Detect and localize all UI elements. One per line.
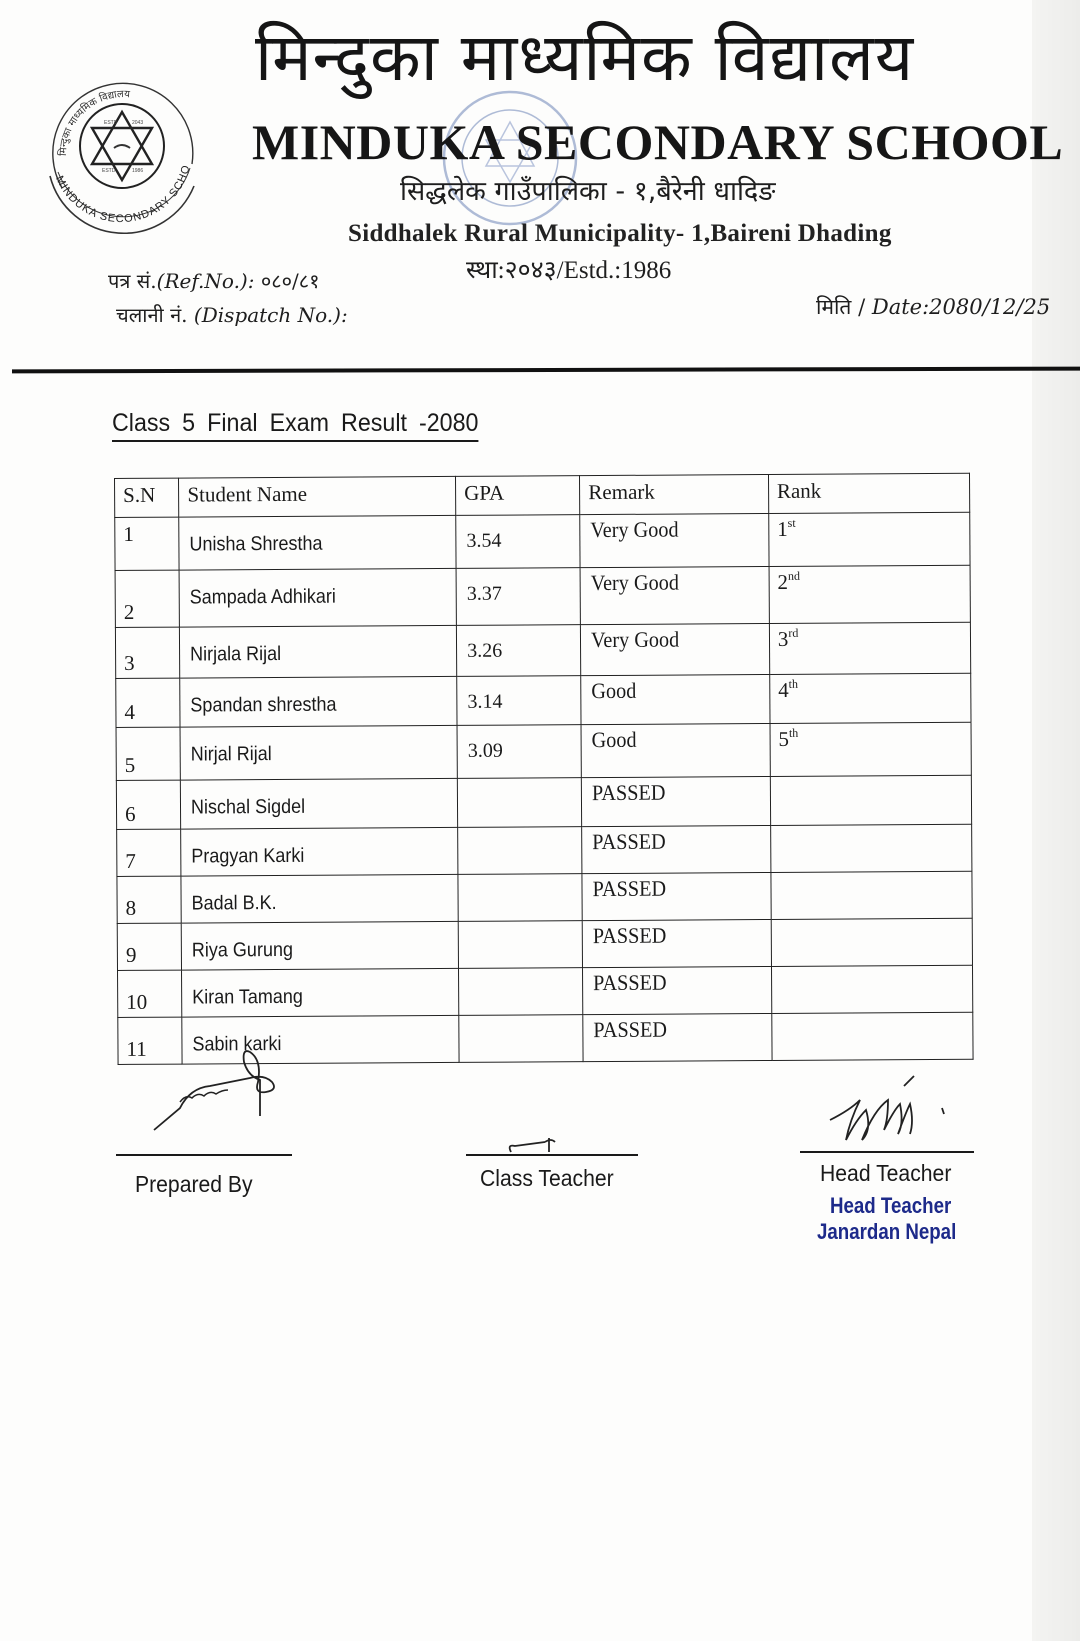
student-name: Spandan shrestha <box>190 693 337 717</box>
rank-value-cell <box>770 673 971 723</box>
school-emblem-star-icon <box>39 59 204 238</box>
serial-number: 7 <box>125 848 136 873</box>
student-name-cell <box>181 778 458 829</box>
prepared-by-line <box>116 1154 292 1156</box>
head-teacher-stamp-title: Head Teacher <box>830 1193 952 1218</box>
gpa-value-cell <box>456 515 580 569</box>
serial-number: 9 <box>125 942 137 967</box>
gpa-value: 3.09 <box>467 739 503 762</box>
serial-number: 5 <box>124 752 136 777</box>
gpa-value-cell <box>458 921 582 969</box>
rank-number: 2 <box>777 569 789 594</box>
remark-value: PASSED <box>592 875 667 902</box>
school-name-english: MINDUKA SECONDARY SCHOOL <box>252 114 1064 170</box>
student-name: Unisha Shrestha <box>189 532 323 556</box>
rank-value-cell <box>770 824 971 872</box>
serial-number-cell <box>118 970 183 1017</box>
student-name: Nirjal Rijal <box>190 743 273 766</box>
rank-suffix: nd <box>787 568 800 583</box>
dispatch-label-np: चलानी नं. <box>116 303 188 327</box>
ref-label-en: (Ref.No.): <box>156 269 255 293</box>
remark-value-cell <box>583 966 772 1014</box>
address-nepali: सिद्धलेक गाउँपालिका - १,बैरेनी धादिङ <box>400 176 776 207</box>
serial-number-cell <box>116 678 181 727</box>
serial-number: 10 <box>126 989 148 1014</box>
ref-label-np: पत्र सं. <box>108 269 157 293</box>
rank-suffix: th <box>788 725 799 740</box>
svg-text:मिन्दुका माध्यमिक विद्यालय: मिन्दुका माध्यमिक विद्यालय <box>57 88 131 157</box>
rank-number: 4 <box>778 677 789 702</box>
established-year: स्था:२०४३/Estd.:1986 <box>466 257 672 284</box>
head-teacher-signature-icon <box>830 1076 950 1161</box>
rank-number: 5 <box>778 726 790 751</box>
rank-suffix: th <box>788 676 799 691</box>
prepared-by-label: Prepared By <box>135 1171 253 1197</box>
serial-number-cell <box>115 627 180 678</box>
dispatch-number <box>116 302 348 328</box>
remark-value: PASSED <box>592 779 666 806</box>
remark-value: Very Good <box>591 626 680 653</box>
serial-number-cell <box>116 780 181 829</box>
serial-number: 8 <box>125 895 137 920</box>
table-row <box>116 722 971 780</box>
gpa-value-cell <box>457 725 581 779</box>
student-name: Badal B.K. <box>191 892 278 915</box>
serial-number: 11 <box>126 1036 147 1061</box>
head-teacher-line <box>800 1151 974 1153</box>
remark-value-cell <box>580 567 769 625</box>
rank-value-cell <box>769 622 970 674</box>
rank-value <box>777 569 800 595</box>
student-name: Sabin karki <box>192 1032 282 1056</box>
student-name-cell <box>180 676 457 727</box>
student-name-cell <box>180 625 457 678</box>
header-rank: Rank <box>768 473 969 513</box>
remark-value: PASSED <box>593 1016 668 1043</box>
serial-number-cell <box>115 570 180 627</box>
gpa-value-cell <box>457 778 581 828</box>
svg-text:MINDUKA SECONDARY SCHOOL: MINDUKA SECONDARY SCHOOL <box>39 59 193 226</box>
student-name-cell <box>182 921 459 970</box>
class-teacher-line <box>466 1154 638 1156</box>
remark-value-cell <box>581 723 770 777</box>
remark-value-cell <box>582 872 771 920</box>
gpa-value: 3.54 <box>466 529 502 552</box>
table-row <box>116 775 971 829</box>
class-teacher-signature-icon <box>505 1136 575 1161</box>
rank-value-cell <box>769 565 971 623</box>
table-header-row <box>115 473 970 517</box>
rank-suffix: rd <box>788 625 799 640</box>
table-row <box>118 965 973 1017</box>
head-teacher-label: Head Teacher <box>820 1160 952 1186</box>
table-row <box>115 565 970 627</box>
header-sn: S.N <box>115 478 180 517</box>
student-name-cell <box>179 515 456 570</box>
gpa-value-cell <box>459 968 583 1016</box>
dispatch-label-en: (Dispatch No.): <box>193 303 348 327</box>
gpa-value: 3.14 <box>467 690 503 713</box>
serial-number-cell <box>117 876 182 923</box>
remark-value-cell <box>582 776 771 826</box>
gpa-value: 3.37 <box>466 582 502 605</box>
remark-value: PASSED <box>593 922 667 949</box>
gpa-value-cell <box>456 568 581 626</box>
student-name-cell <box>182 968 459 1017</box>
remark-value: Very Good <box>590 516 679 543</box>
rank-value <box>778 677 798 703</box>
school-name-nepali: मिन्दुका माध्यमिक विद्यालय <box>255 19 915 96</box>
head-teacher-stamp-name: Janardan Nepal <box>817 1219 957 1244</box>
remark-value: Good <box>591 726 637 753</box>
rank-value-cell <box>771 871 972 919</box>
results-table <box>114 473 974 1065</box>
rank-value-cell <box>771 918 972 966</box>
rank-value-cell <box>772 1012 973 1060</box>
gpa-value-cell <box>457 676 581 726</box>
rank-value <box>778 626 799 652</box>
remark-value-cell <box>580 514 769 568</box>
student-name: Kiran Tamang <box>192 985 304 1009</box>
table-row <box>115 622 970 678</box>
gpa-value-cell <box>458 874 582 922</box>
class-teacher-label: Class Teacher <box>480 1165 614 1191</box>
serial-number-cell <box>115 517 180 570</box>
remark-value: Very Good <box>590 569 680 596</box>
table-row <box>117 871 972 923</box>
svg-text:ESTD: ESTD <box>104 120 118 126</box>
student-name: Nischal Sigdel <box>191 795 306 819</box>
table-row <box>117 824 972 876</box>
address-english: Siddhalek Rural Municipality- 1,Baireni Dhading <box>348 220 892 247</box>
serial-number-cell <box>116 727 181 780</box>
document-date <box>816 294 1050 320</box>
serial-number: 6 <box>124 801 136 826</box>
rank-number: 1 <box>777 516 788 541</box>
reference-number <box>108 268 320 294</box>
student-name: Pragyan Karki <box>191 844 305 868</box>
date-value: 2080/12/25 <box>929 295 1051 319</box>
prepared-by-signature-icon <box>150 1052 290 1137</box>
rank-value <box>778 726 798 752</box>
date-label-np: मिति / <box>816 295 866 319</box>
student-name: Sampada Adhikari <box>190 585 337 609</box>
gpa-value-cell <box>459 1015 583 1063</box>
svg-text:ESTD: ESTD <box>102 168 116 174</box>
student-name-cell <box>179 568 456 627</box>
document-title: Class 5 Final Exam Result -2080 <box>112 408 478 442</box>
student-name: Riya Gurung <box>192 938 294 962</box>
remark-value-cell <box>581 624 770 676</box>
ref-value: ०८०/८१ <box>260 269 320 293</box>
student-name-cell <box>181 827 458 876</box>
header-divider <box>12 367 1080 374</box>
gpa-value: 3.26 <box>467 639 503 662</box>
rank-suffix: st <box>787 515 796 530</box>
svg-text:2043: 2043 <box>132 120 144 126</box>
rank-value-cell <box>770 722 971 776</box>
table-row <box>117 918 972 970</box>
student-name-cell <box>181 874 458 923</box>
table-row <box>115 512 970 570</box>
header-gpa: GPA <box>456 476 580 516</box>
serial-number-cell <box>117 829 182 876</box>
rank-number: 3 <box>777 626 789 651</box>
student-name-cell <box>180 725 457 780</box>
serial-number: 3 <box>124 650 135 675</box>
remark-value-cell <box>582 825 771 873</box>
remark-value: Good <box>591 677 637 704</box>
paper-edge-shadow <box>1032 0 1080 1641</box>
serial-number: 2 <box>123 599 135 624</box>
serial-number-cell <box>117 923 182 970</box>
gpa-value-cell <box>458 827 582 875</box>
header-student-name: Student Name <box>179 476 456 517</box>
gpa-value-cell <box>457 625 581 677</box>
svg-text:1986: 1986 <box>132 168 144 174</box>
table-row <box>116 673 971 727</box>
remark-value: PASSED <box>592 828 667 855</box>
serial-number: 4 <box>124 699 136 724</box>
date-label-en: Date: <box>871 295 930 319</box>
remark-value-cell <box>582 919 771 967</box>
serial-number: 1 <box>123 521 134 546</box>
rank-value-cell <box>770 775 971 825</box>
rank-value-cell <box>769 512 970 566</box>
remark-value-cell <box>581 674 770 724</box>
header-remark: Remark <box>580 475 769 515</box>
student-name: Nirjala Rijal <box>190 642 282 666</box>
rank-value-cell <box>771 965 972 1013</box>
rank-value <box>777 516 796 542</box>
remark-value-cell <box>583 1013 772 1061</box>
remark-value: PASSED <box>593 969 667 996</box>
